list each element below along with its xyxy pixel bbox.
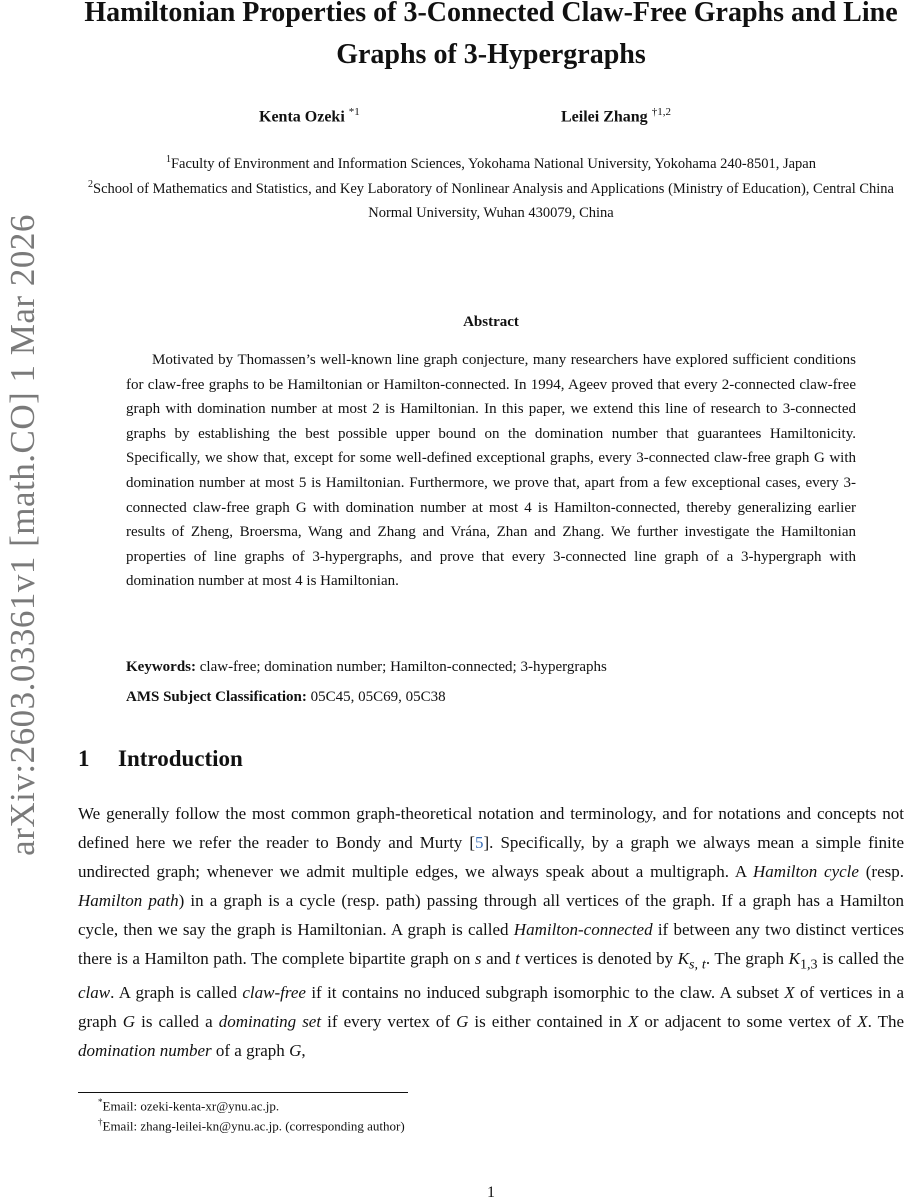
footnote-1-text: Email: ozeki-kenta-xr@ynu.ac.jp.: [102, 1098, 280, 1114]
footnote-rule: [78, 1092, 408, 1093]
section-number: 1: [78, 746, 90, 771]
math-subscript: 1,3: [799, 955, 818, 972]
intro-paragraph: [78, 800, 904, 1066]
intro-text: is called a: [135, 1011, 219, 1031]
math-var: X: [857, 1011, 868, 1031]
affiliation-1-text: Faculty of Environment and Information Sciences, Yokohama National University, Yokohama 240-8501, Japan: [170, 155, 816, 172]
math-var: G: [122, 1011, 136, 1031]
section-title: Introduction: [118, 746, 243, 771]
math-var: G: [456, 1011, 469, 1031]
intro-text: is called the: [817, 948, 904, 968]
intro-text: . The: [867, 1011, 904, 1031]
math-var: s: [474, 948, 482, 968]
term-hamilton-connected: Hamilton-connected: [513, 919, 653, 939]
page-number: 1: [487, 1184, 495, 1201]
ams-classification: [126, 689, 856, 706]
math-var: t: [515, 948, 520, 968]
affiliation-1: [78, 148, 904, 176]
term-dominating-set: dominating set: [218, 1011, 322, 1031]
affiliation-2-mark: 2: [88, 179, 94, 190]
ams-value: 05C45, 05C69, 05C38: [310, 689, 446, 705]
intro-text: ,: [301, 1040, 306, 1060]
intro-text: and: [481, 948, 516, 968]
math-var: G: [289, 1040, 302, 1060]
author-2-name: Leilei Zhang: [561, 108, 648, 126]
math-var: K: [677, 948, 690, 968]
math-var: K: [788, 948, 800, 968]
abstract-body: Motivated by Thomassen’s well-known line graph conjecture, many researchers have explored sufficient conditions for claw-free graphs to be Hamiltonian or Hamilton-connected. In 1994, Ageev proved that every 2-connected claw-free graph with domination number at most 2 is Hamiltonian. In this paper, we extend this line of research to 3-connected graphs by establishing the best possible upper bound on the domination number that guarantees Hamiltonicity. Specifically, we show that, except for some well-defined exceptional graphs, every 3-connected claw-free graph G with domination number at most 5 is Hamiltonian. Furthermore, we prove that, apart from a few exceptional cases, every 3-connected claw-free graph G with domination number at most 4 is Hamilton-connected, thereby generalizing earlier results of Zheng, Broersma, Wang and Zhang and Vrána, Zhan and Zhang. We further investigate the Hamiltonian properties of line graphs of 3-hypergraphs, and prove that every 3-connected line graph of a 3-hypergraph with domination number at most 4 is Hamiltonian.: [126, 352, 856, 590]
author-2: [561, 106, 671, 126]
intro-text: We generally follow the most common graph-theoretical notation and terminology, and for notations and concepts not defined here we refer the reader to Bondy and Murty [: [78, 804, 904, 852]
intro-text: of a graph: [211, 1040, 290, 1060]
intro-text: or adjacent to some vertex of: [638, 1011, 858, 1031]
author-1-name: Kenta Ozeki: [259, 108, 345, 126]
intro-text: if every vertex of: [321, 1011, 457, 1031]
intro-text: if it contains no induced subgraph isomorphic to the claw. A subset: [305, 982, 785, 1002]
footnote-2-mark: †: [98, 1117, 103, 1127]
term-claw-free: claw-free: [242, 982, 306, 1002]
intro-text: (resp.: [858, 861, 904, 881]
intro-text: . The graph: [705, 948, 789, 968]
author-2-marks: †1,2: [651, 106, 671, 118]
section-heading: [78, 746, 243, 772]
math-var: X: [627, 1011, 639, 1031]
intro-text: if between any two distinct vertices there is a Hamilton path. The complete bipartite graph on: [78, 919, 904, 968]
term-domination-number: domination number: [78, 1040, 212, 1060]
arxiv-stamp-text: arXiv:2603.03361v1 [math.CO] 1 Mar 2026: [3, 214, 43, 856]
intro-text: ]. Specifically, by a graph we always mean a simple finite undirected graph; whenever we admit multiple edges, we always speak about a multigraph. A: [78, 832, 904, 881]
intro-text: is either contained in: [468, 1011, 628, 1031]
author-1: [259, 106, 360, 126]
math-var: X: [784, 982, 795, 1002]
term-hamilton-cycle: Hamilton cycle: [753, 861, 859, 881]
math-subscript: s, t: [689, 955, 706, 972]
intro-text: ) in a graph is a cycle (resp. path) passing through all vertices of the graph. If a graph has a Hamilton cycle, then we say the graph is Hamiltonian. A graph is called: [78, 890, 904, 939]
intro-text: . A graph is called: [110, 982, 243, 1002]
author-1-marks: *1: [348, 106, 360, 118]
keywords: [126, 659, 856, 676]
footnote-1-mark: *: [98, 1097, 103, 1107]
affiliation-2: [88, 173, 894, 225]
keywords-label: Keywords:: [126, 659, 196, 675]
citation-link[interactable]: 5: [475, 832, 484, 852]
intro-text: vertices is denoted by: [519, 948, 678, 968]
affiliation-1-mark: 1: [165, 154, 171, 165]
footnote-2-text: Email: zhang-leilei-kn@ynu.ac.jp. (corresponding author): [102, 1118, 405, 1134]
paper-title: Hamiltonian Properties of 3-Connected Claw-Free Graphs and Line Graphs of 3-Hypergraphs: [84, 0, 898, 70]
footnote-1: [98, 1097, 279, 1114]
term-claw: claw: [78, 982, 111, 1002]
abstract-heading: Abstract: [463, 314, 519, 330]
affiliation-2-text: School of Mathematics and Statistics, and Key Laboratory of Nonlinear Analysis and Applications (Ministry of Education), Central China Normal University, Wuhan 430079, China: [93, 180, 894, 221]
footnote-2: [98, 1117, 405, 1134]
ams-label: AMS Subject Classification:: [126, 689, 307, 705]
term-hamilton-path: Hamilton path: [78, 890, 179, 910]
intro-text: of vertices in a graph: [78, 982, 904, 1031]
keywords-value: claw-free; domination number; Hamilton-connected; 3-hypergraphs: [199, 659, 607, 675]
arxiv-stamp: [3, 210, 43, 860]
